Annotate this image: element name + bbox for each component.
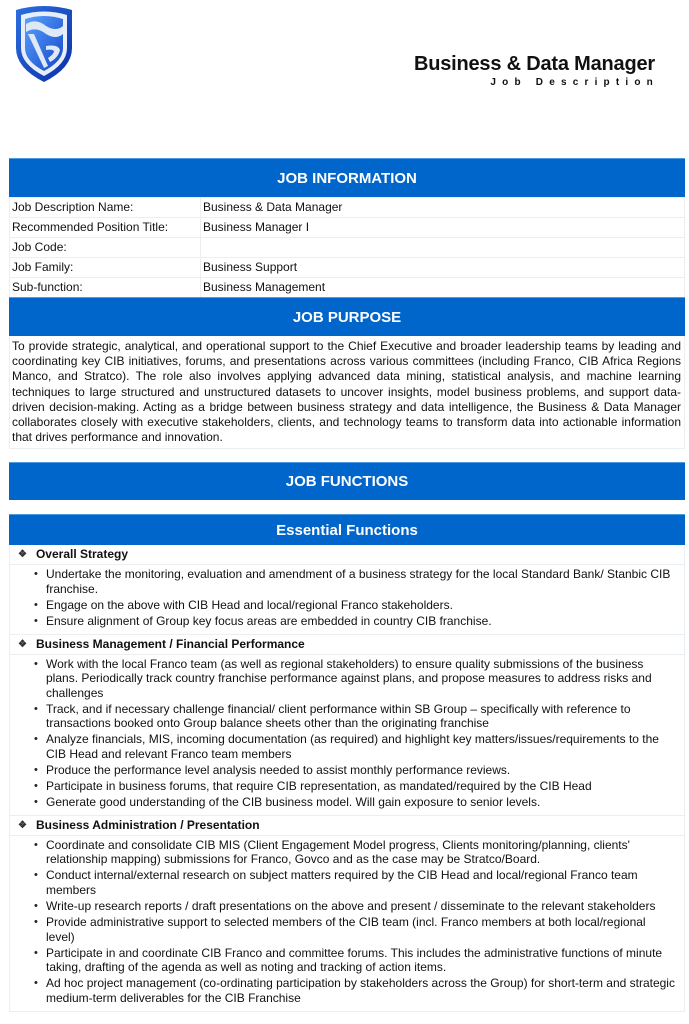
function-group-title: Overall Strategy xyxy=(35,547,129,561)
list-item: • Generate good understanding of the CIB business model. Will gain exposure to senior levels. xyxy=(46,795,676,810)
document-title-block xyxy=(413,52,659,89)
row-value: Business Manager I xyxy=(201,218,685,238)
list-item: • Produce the performance level analysis needed to assist monthly performance reviews. xyxy=(46,763,676,778)
table-row xyxy=(10,278,685,298)
list-item: • Participate in business forums, that require CIB representation, as mandated/required by the CIB Head xyxy=(46,779,676,794)
diamond-bullet-icon: ❖ xyxy=(18,638,27,650)
row-value xyxy=(201,238,685,258)
list-item: • Undertake the monitoring, evaluation and amendment of a business strategy for the local Standard Bank/ Stanbic CIB franchise. xyxy=(46,567,676,596)
list-item: • Work with the local Franco team (as well as regional stakeholders) to ensure quality submissions of the business plans. Periodically track country franchise performance against plans, and propose measures to address risks and challenges xyxy=(46,657,676,701)
list-item: • Ensure alignment of Group key focus areas are embedded in country CIB franchise. xyxy=(46,614,676,629)
diamond-bullet-icon: ❖ xyxy=(18,819,27,831)
list-item: • Analyze financials, MIS, incoming documentation (as required) and highlight key matters/issues/requirements to the CIB Head and relevant Franco team members xyxy=(46,732,676,761)
job-information-table xyxy=(9,197,685,298)
row-label: Job Code: xyxy=(10,238,201,258)
function-group-heading xyxy=(9,545,685,565)
function-list xyxy=(9,836,685,1012)
essential-functions-heading: Essential Functions xyxy=(9,514,685,545)
row-label: Recommended Position Title: xyxy=(10,218,201,238)
table-row xyxy=(10,198,685,218)
function-group-title: Business Administration / Presentation xyxy=(35,817,260,832)
table-row xyxy=(10,258,685,278)
list-item: • Ad hoc project management (co-ordinating participation by stakeholders across the Group) for short-term and strategic medium-term deliverables for the CIB Franchise xyxy=(46,976,676,1005)
function-list xyxy=(9,565,685,635)
shield-logo-icon xyxy=(10,4,78,84)
table-row xyxy=(10,238,685,258)
function-group-title: Business Management / Financial Performance xyxy=(35,636,305,651)
row-label: Sub-function: xyxy=(10,278,201,298)
list-item: • Conduct internal/external research on subject matters required by the CIB Head and local/regional Franco team members xyxy=(46,868,676,897)
row-label: Job Family: xyxy=(10,258,201,278)
function-group-heading xyxy=(9,816,685,836)
list-item: • Write-up research reports / draft presentations on the above and present / disseminate to the relevant stakeholders xyxy=(46,899,676,914)
function-list xyxy=(9,655,685,816)
row-label: Job Description Name: xyxy=(10,198,201,218)
job-purpose-section xyxy=(9,297,685,449)
row-value: Business & Data Manager xyxy=(201,198,685,218)
job-functions-heading: JOB FUNCTIONS xyxy=(9,462,685,500)
diamond-bullet-icon: ❖ xyxy=(18,549,27,560)
function-group-heading xyxy=(9,635,685,655)
document-subtitle: Job Description xyxy=(490,77,659,88)
list-item: • Provide administrative support to selected members of the CIB team (incl. Franco members at both local/regional level) xyxy=(46,915,676,944)
table-row xyxy=(10,218,685,238)
document-title: Business & Data Manager xyxy=(413,53,655,75)
row-value: Business Support xyxy=(201,258,685,278)
job-functions-section xyxy=(9,462,685,500)
job-purpose-heading: JOB PURPOSE xyxy=(9,297,685,336)
row-value: Business Management xyxy=(201,278,685,298)
job-information-section xyxy=(9,158,685,298)
job-information-heading: JOB INFORMATION xyxy=(9,158,685,197)
list-item: • Coordinate and consolidate CIB MIS (Client Engagement Model progress, Clients monitoring/planning, clients' relationship mapping) submissions for Franco, Govco and as the case may be Stratco/Board. xyxy=(46,838,676,867)
list-item: • Engage on the above with CIB Head and local/regional Franco stakeholders. xyxy=(46,598,676,613)
list-item: • Participate in and coordinate CIB Franco and committee forums. This includes the administrative functions of minute taking, drafting of the agenda as well as noting and tracking of action items. xyxy=(46,946,676,975)
list-item: • Track, and if necessary challenge financial/ client performance within SB Group – specifically with reference to transactions booked onto Group balance sheets other than the originating franchise xyxy=(46,702,676,731)
job-purpose-text: To provide strategic, analytical, and operational support to the Chief Executive and broader leadership teams by leading and coordinating key CIB initiatives, forums, and presentations across various committees (including Franco, CIB Africa Regions Manco, and Stratco). The role also involves applying advanced data mining, statistical analysis, and machine learning techniques to large structured and unstructured datasets to uncover insights, model business problems, and support data-driven decision-making. Acting as a bridge between business strategy and data intelligence, the Business & Data Manager collaborates closely with executive stakeholders, clients, and technology teams to transform data into actionable information that drives performance and innovation. xyxy=(9,336,685,449)
essential-functions-section xyxy=(9,514,685,1012)
